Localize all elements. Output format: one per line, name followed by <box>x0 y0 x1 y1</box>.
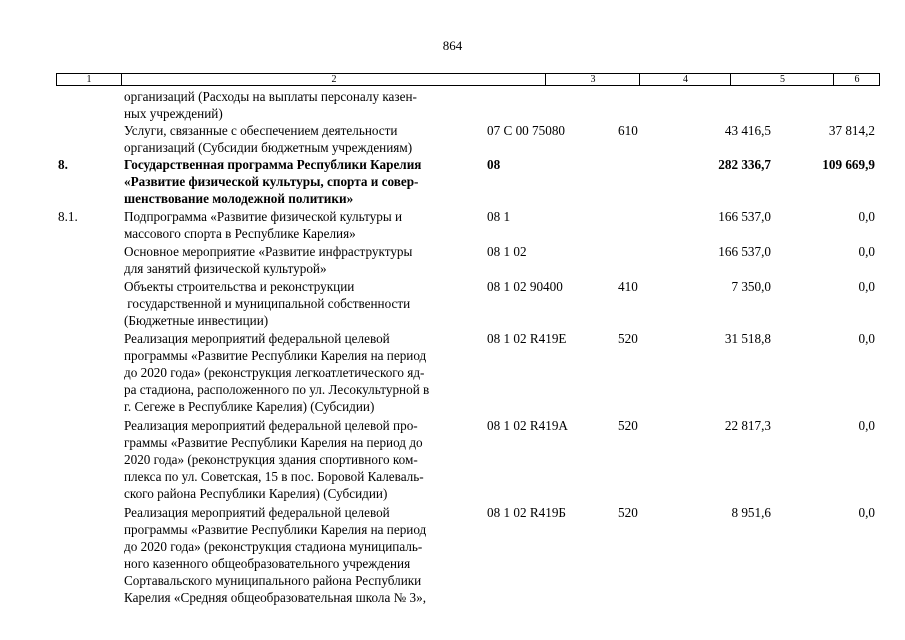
row-name: Реализация мероприятий федеральной целевой программы «Развитие Республики Карелия на период до 2020 года» (реконструкция легкоатлетического яд- ра стадиона, расположенного по ул. Лесокультурной в г. Сегеже в Республике Карелия) (Субсидии) <box>124 331 430 415</box>
column-header: 5 <box>730 74 834 85</box>
row-name: Основное мероприятие «Развитие инфраструктуры для занятий физической культурой» <box>124 244 413 277</box>
row-name: организаций (Расходы на выплаты персоналу казен- ных учреждений) <box>124 89 417 122</box>
row-amount-col5: 166 537,0 <box>718 244 771 259</box>
row-amount-col6: 37 814,2 <box>828 123 875 138</box>
column-header: 2 <box>121 74 546 85</box>
table-header-row <box>56 73 880 86</box>
row-code: 08 1 <box>487 209 511 224</box>
row-amount-col6: 109 669,9 <box>822 157 875 172</box>
page-number: 864 <box>442 38 463 53</box>
row-amount-col5: 22 817,3 <box>724 418 771 433</box>
row-amount-col6: 0,0 <box>858 331 875 346</box>
row-expense-type: 410 <box>618 279 638 294</box>
row-amount-col6: 0,0 <box>858 244 875 259</box>
column-header: 6 <box>833 74 880 85</box>
column-header: 3 <box>545 74 640 85</box>
row-amount-col5: 282 336,7 <box>718 157 771 172</box>
row-expense-type: 520 <box>618 331 638 346</box>
row-amount-col6: 0,0 <box>858 505 875 520</box>
row-name: Государственная программа Республики Карелия «Развитие физической культуры, спорта и совер- шенствование молодежной политики» <box>124 157 422 207</box>
row-code: 07 С 00 75080 <box>487 123 566 138</box>
row-code: 08 1 02 R419А <box>487 418 568 433</box>
row-amount-col5: 43 416,5 <box>724 123 771 138</box>
row-amount-col6: 0,0 <box>858 418 875 433</box>
row-amount-col5: 8 951,6 <box>731 505 771 520</box>
row-amount-col6: 0,0 <box>858 279 875 294</box>
row-name: Подпрограмма «Развитие физической культуры и массового спорта в Республике Карелия» <box>124 209 403 242</box>
row-expense-type: 520 <box>618 418 638 433</box>
row-name: Объекты строительства и реконструкции государственной и муниципальной собственности (Бюджетные инвестиции) <box>124 279 411 329</box>
row-name: Услуги, связанные с обеспечением деятельности организаций (Субсидии бюджетным учреждениям) <box>124 123 413 156</box>
row-amount-col6: 0,0 <box>858 209 875 224</box>
row-number: 8. <box>58 157 68 172</box>
row-name: Реализация мероприятий федеральной целевой про- граммы «Развитие Республики Карелия на период до 2020 года» (реконструкция здания спортивного ком- плекса по ул. Советская, 15 в пос. Боровой Калеваль- ского района Республики Карелия) (Субсидии) <box>124 418 424 502</box>
row-expense-type: 610 <box>618 123 638 138</box>
row-amount-col5: 7 350,0 <box>731 279 771 294</box>
row-code: 08 1 02 R419Б <box>487 505 567 520</box>
row-number: 8.1. <box>58 209 78 224</box>
row-name: Реализация мероприятий федеральной целевой программы «Развитие Республики Карелия на период до 2020 года» (реконструкция стадиона муниципаль- ного казенного общеобразовательного учреждения Сортавальского муниципального района Республики Карелия «Средняя общеобразовательная школа № 3», <box>124 505 427 606</box>
row-code: 08 <box>487 157 501 172</box>
row-amount-col5: 31 518,8 <box>724 331 771 346</box>
column-header: 4 <box>639 74 731 85</box>
row-code: 08 1 02 <box>487 244 527 259</box>
row-expense-type: 520 <box>618 505 638 520</box>
row-amount-col5: 166 537,0 <box>718 209 771 224</box>
column-header: 1 <box>86 74 92 85</box>
row-code: 08 1 02 90400 <box>487 279 563 294</box>
row-code: 08 1 02 R419Е <box>487 331 567 346</box>
